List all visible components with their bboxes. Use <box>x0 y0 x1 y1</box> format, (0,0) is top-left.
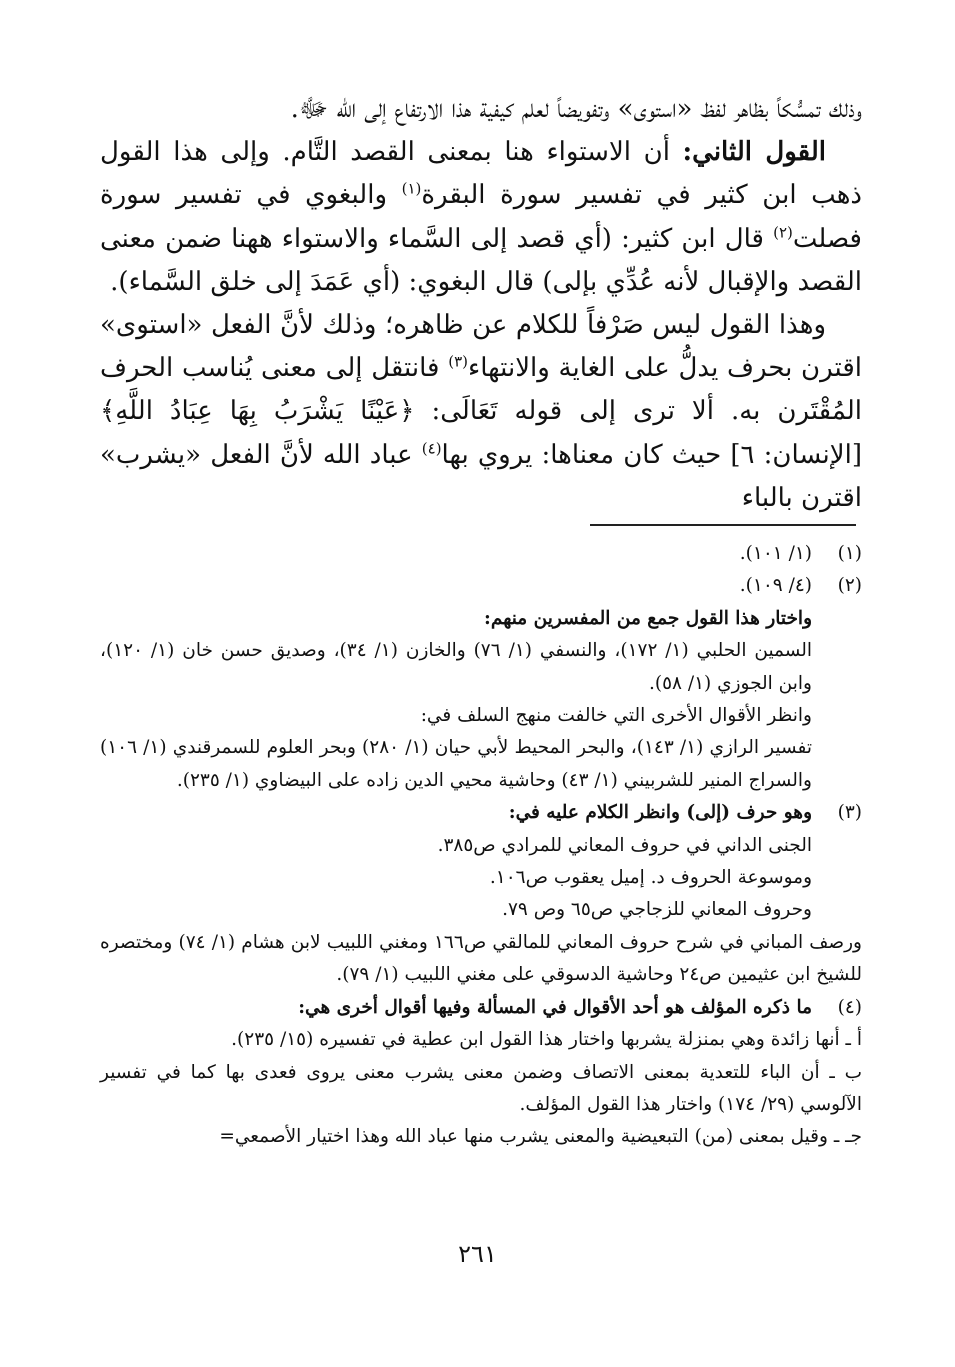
footnote-line: وانظر الأقوال الأخرى التي خالفت منهج السلف في: <box>420 705 812 727</box>
footnote-number: (٤) <box>837 996 862 1018</box>
footnote-number: (٣) <box>837 802 862 824</box>
footnote-1 <box>100 538 862 570</box>
footnote-line: السمين الحلبي (١/ ١٧٢)، والنسفي (١/ ٧٦) والخازن (١/ ٣٤)، وصديق حسن خان (١/ ١٢٠)، وابن الجوزي (١/ ٥٨). <box>100 640 813 694</box>
footnote-line: (١/ ١٠١). <box>739 543 812 564</box>
footnote-line: ورصف المباني في شرح حروف المعاني للمالقي ص١٦٦ ومغني اللبيب لابن هشام (١/ ٧٤) ومختصره للشيخ ابن عثيمين ص٢٤ وحاشية الدسوقي على مغني اللبيب (١/ ٧٩). <box>100 931 862 986</box>
footnote-ref[interactable]: (٣) <box>448 352 468 371</box>
footnote-line: وهو حرف (إلى) وانظر الكلام عليه في: <box>508 802 812 824</box>
footnote-line: واختار هذا القول جمع من المفسرين منهم: <box>484 607 812 629</box>
footnote-number: (٢) <box>837 575 862 597</box>
footnote-line: تفسير الرازي (١/ ١٤٣)، والبحر المحيط لأبي حيان (١/ ٢٨٠) وبحر العلوم للسمرقندي (١/ ١٠٦) والسراج المنير للشربيني (١/ ٤٣) وحاشية محيي الدين زاده على البيضاوي (١/ ٢٣٥). <box>100 737 812 791</box>
footnote-line: وحروف المعاني للزجاجي ص٦٥ وص ٧٩. <box>502 899 812 921</box>
footnote-line: وموسوعة الحروف د. إميل يعقوب ص١٠٦. <box>489 867 812 889</box>
footnote-separator <box>590 524 856 526</box>
footnote-ref[interactable]: (٤) <box>421 438 442 457</box>
footnote-line: ب ـ أن الباء للتعدية بمعنى الاتصاف وضمن معنى يشرب معنى يروى فعدى بها كما في تفسير الآلوسي (٢٩/ ١٧٤) واختار هذا القول المؤلف. <box>100 1061 862 1115</box>
paragraph-3: وهذا القول ليس صَرْفاً للكلام عن ظاهره؛ وذلك لأنَّ الفعل «استوى» اقترن بحرف يدلُّ على الغاية والانتهاء$^{(٣)}$ فانتقل إلى معنى يُناسب الحرف المُقْتَرن به. ألا ترى إلى قوله تَعَالَى: ﴿عَيْنًا يَشْرَبُ بِهَا عِبَادُ اللَّهِ﴾ [الإنسان: ٦] حيث كان معناها: يروي بها$^{(٤)}$ عباد الله لأنَّ الفعل «يشرب» اقترن بالباء <box>100 310 862 513</box>
footnote-4 <box>100 992 862 1024</box>
paragraph-1 <box>100 88 862 131</box>
page-number: ٢٦١ <box>458 1240 497 1268</box>
footnote-number: (١) <box>837 543 862 564</box>
section-heading: القول الثاني: <box>682 137 826 168</box>
paragraph-1-text: وذلك تمسُّكاً بظاهر لفظ «استوى» وتفويضاً لعلم كيفية هذا الارتفاع إلى الله ﷻ. <box>290 94 862 124</box>
footnote-line: (٤/ ١٠٩). <box>739 575 812 597</box>
main-text <box>100 88 862 520</box>
footnote-3-continued <box>100 927 862 992</box>
paragraph-2: القول الثاني: أن الاستواء هنا بمعنى القصد التَّام. وإلى هذا القول ذهب ابن كثير في تفسير سورة البقرة$^{(١)}$ والبغوي في تفسير سورة فصلت$^{(٢)}$ قال ابن كثير: (أي قصد إلى السَّماء والاستواء ههنا ضمن معنى القصد والإقبال لأنه عُدِّي بإلى) قال البغوي: (أي عَمَدَ إلى خلق السَّماء). <box>100 137 862 297</box>
footnote-3 <box>100 797 862 927</box>
footnote-2 <box>100 570 862 797</box>
footnote-line: الجنى الداني في حروف المعاني للمرادي ص٣٨٥. <box>437 834 812 856</box>
footnote-4-items <box>100 1024 862 1154</box>
footnotes <box>100 538 862 1154</box>
footnote-line: ما ذكره المؤلف هو أحد الأقوال في المسألة وفيها أقوال أخرى هي: <box>298 996 812 1018</box>
footnote-line: جـ ـ وقيل بمعنى (من) التبعيضية والمعنى يشرب منها عباد الله وهذا اختيار الأصمعي= <box>219 1126 862 1148</box>
footnote-line: أ ـ أنها زائدة وهي بمنزلة يشربها واختار هذا القول ابن عطية في تفسيره (١٥/ ٢٣٥). <box>231 1029 862 1051</box>
footnote-ref[interactable]: (١) <box>401 179 422 198</box>
footnote-ref[interactable]: (٢) <box>773 222 793 241</box>
